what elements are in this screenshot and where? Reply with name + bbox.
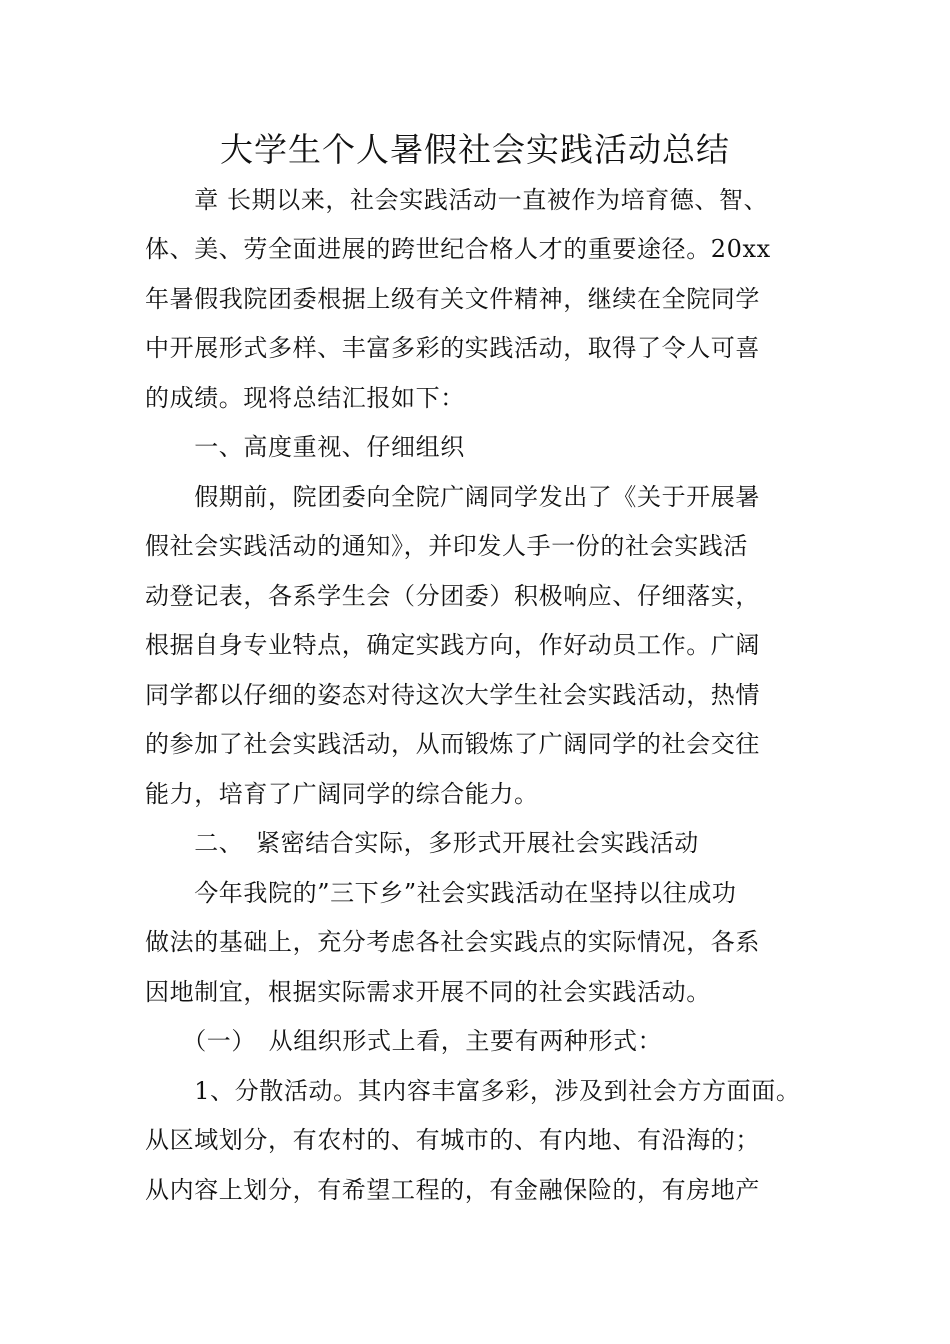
paragraph-line: 能力，培育了广阔同学的综合能力。: [145, 780, 539, 808]
paragraph-line: 章 长期以来，社会实践活动一直被作为培育德、智、: [145, 186, 769, 214]
paragraph-line: 中开展形式多样、丰富多彩的实践活动，取得了令人可喜: [145, 334, 760, 362]
paragraph-line: 根据自身专业特点，确定实践方向，作好动员工作。广阔: [145, 631, 760, 659]
subsection-heading: （一） 从组织形式上看，主要有两种形式：: [145, 1027, 663, 1055]
section-heading: 一、高度重视、仔细组织: [145, 433, 465, 461]
paragraph-line: 1、分散活动。其内容丰富多彩，涉及到社会方方面面。: [145, 1077, 801, 1105]
paragraph-line: 体、美、劳全面进展的跨世纪合格人才的重要途径。20xx: [145, 235, 771, 263]
paragraph-line: 年暑假我院团委根据上级有关文件精神，继续在全院同学: [145, 285, 760, 313]
paragraph-line: 从内容上划分，有希望工程的，有金融保险的，有房地产: [145, 1176, 760, 1204]
paragraph-line: 同学都以仔细的姿态对待这次大学生社会实践活动，热情: [145, 681, 760, 709]
paragraph-line: 假社会实践活动的通知》，并印发人手一份的社会实践活: [145, 532, 748, 560]
paragraph-line: 因地制宜，根据实际需求开展不同的社会实践活动。: [145, 978, 711, 1006]
paragraph-line: 假期前，院团委向全院广阔同学发出了《关于开展暑: [145, 483, 760, 511]
paragraph-line: 动登记表，各系学生会（分团委）积极响应、仔细落实，: [145, 582, 760, 610]
paragraph-line: 的参加了社会实践活动，从而锻炼了广阔同学的社会交往: [145, 730, 760, 758]
paragraph-line: 的成绩。现将总结汇报如下：: [145, 384, 465, 412]
document-title: 大学生个人暑假社会实践活动总结: [220, 130, 730, 169]
paragraph-line: 今年我院的”三下乡”社会实践活动在坚持以往成功: [145, 879, 737, 907]
paragraph-line: 做法的基础上，充分考虑各社会实践点的实际情况，各系: [145, 928, 760, 956]
paragraph-line: 从区域划分，有农村的、有城市的、有内地、有沿海的；: [145, 1126, 760, 1154]
section-heading: 二、 紧密结合实际，多形式开展社会实践活动: [145, 829, 699, 857]
